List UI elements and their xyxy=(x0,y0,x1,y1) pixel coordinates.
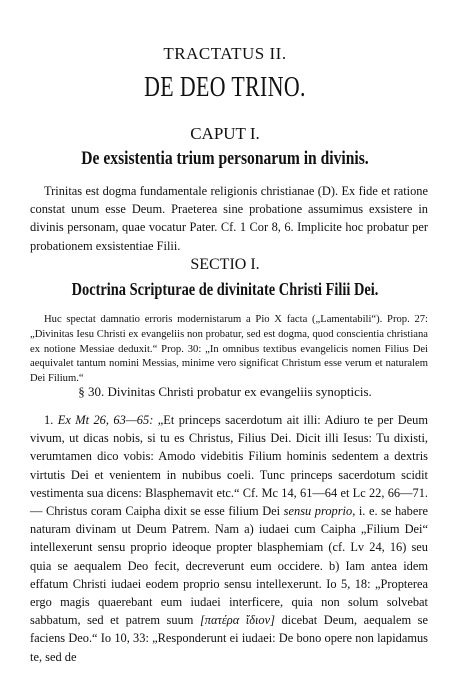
greek-phrase: [πατέρα ἴδιον] xyxy=(199,613,275,628)
scripture-reference: Ex Mt 26, 63—65: xyxy=(57,413,154,427)
caput-heading: CAPUT I. xyxy=(190,124,260,143)
tractatus-heading: TRACTATUS II. xyxy=(163,44,287,63)
caput-title: De exsistentia trium personarum in divinis. xyxy=(81,148,369,169)
body-text-2: , i. e. se habere naturam divinam ut Deum Patrem. Nam a) iudaei cum Caipha „Filium Dei“ intellexerunt sensu proprio ideoque propter blasphemiam (cf. Lv 24, 16) seu quia se aequalem Deo fecit, decreverunt eum occidere. b) Iam antea idem effatum Christi iudaei eodem proprio sensu intellexerunt. Io 5, 18: „Propterea ergo magis quaerebant eum iudaei interficere, quia non solum solvebat sabbatum, sed et patrem suum xyxy=(30,504,429,628)
sectio-heading: SECTIO I. xyxy=(190,256,260,273)
body-text-1: „Et princeps sacerdotum ait illi: Adiuro te per Deum vivum, ut dicas nobis, si tu es Christus, Filius Dei. Dicit illi Iesus: Tu dixisti, verumtamen dico vobis: Amodo videbitis Filium hominis sedentem a dextris virtutis Dei et venientem in nubibus coeli. Tunc princeps sacerdotum scidit vestimenta sua dicens: Blasphemavit etc.“ Cf. Mc 14, 61—64 et Lc 22, 66—71. — Christus coram Caipha dixit se esse filium Dei xyxy=(30,413,428,519)
sectio-title: Doctrina Scripturae de divinitate Christi Filii Dei. xyxy=(71,279,379,299)
lead-number: 1. xyxy=(44,413,54,427)
body-paragraph xyxy=(30,411,428,666)
note-paragraph: Huc spectat damnatio erroris modernistarum a Pio X facta („Lamentabili“). Prop. 27: „Divinitas Iesu Christi ex evangeliis non probatur, sed est dogma, quod conscientia christiana ex notione Messiae deduxit.“ Prop. 30: „In omnibus textibus evangelicis nomen Filius Dei aequivalet tantum nomini Messias, minime vero significat Christum esse verum et naturalem Dei Filium.“ xyxy=(30,314,428,385)
intro-paragraph: Trinitas est dogma fundamentale religionis christianae (D). Ex fide et ratione constat unum esse Deum. Praeterea sine probatione assumimus exsistere in divinis personam, quae vocatur Pater. Cf. 1 Cor 8, 6. Implicite hoc probatur per probationem exsistentiae Filii. xyxy=(30,184,428,253)
body-text-3: dicebat Deum, aequalem se faciens Deo.“ Io 10, 33: „Responderunt ei iudaei: De bono opere non lapidamus te, sed de xyxy=(30,613,428,664)
section-heading: § 30. Divinitas Christi probatur ex evangeliis synopticis. xyxy=(78,384,372,399)
emphasis-sensu-proprio: sensu proprio xyxy=(283,504,353,519)
document-title: DE DEO TRINO. xyxy=(144,72,306,103)
